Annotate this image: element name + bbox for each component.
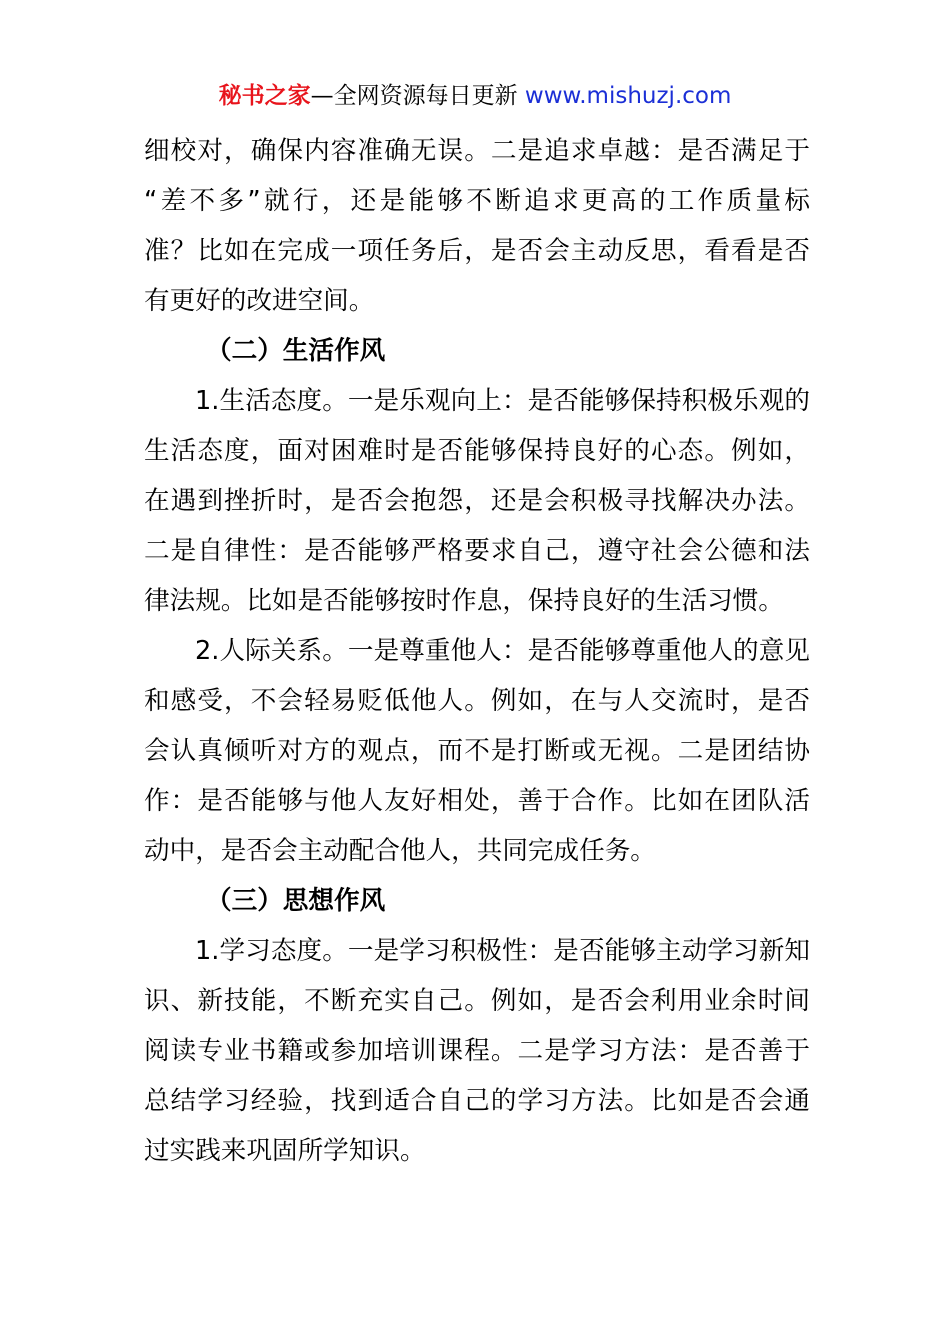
header-tagline: —全网资源每日更新 <box>310 83 525 109</box>
text-line: 生活态度，面对困难时是否能够保持良好的心态。例如， <box>144 436 810 466</box>
text-line: 二是自律性：是否能够严格要求自己，遵守社会公德和法 <box>144 536 810 566</box>
text-line: 律法规。比如是否能够按时作息，保持良好的生活习惯。 <box>144 586 784 616</box>
text-line: 过实践来巩固所学知识。 <box>144 1136 426 1166</box>
document-body <box>144 126 810 1176</box>
text-line: 总结学习经验，找到适合自己的学习方法。比如是否会通 <box>144 1086 810 1116</box>
text-line: 识、新技能，不断充实自己。例如，是否会利用业余时间 <box>144 986 810 1016</box>
text-line: 和感受，不会轻易贬低他人。例如，在与人交流时，是否 <box>144 686 810 716</box>
text-line: “差不多”就行，还是能够不断追求更高的工作质量标 <box>144 186 810 216</box>
header-url[interactable]: www.mishuzj.com <box>524 83 732 109</box>
text-line: 动中，是否会主动配合他人，共同完成任务。 <box>144 836 656 866</box>
text-line: 会认真倾听对方的观点，而不是打断或无视。二是团结协 <box>144 736 810 766</box>
text-line: 细校对，确保内容准确无误。二是追求卓越：是否满足于 <box>144 136 810 166</box>
text-line: 1.学习态度。一是学习积极性：是否能够主动学习新知 <box>195 936 810 966</box>
text-line: 1.生活态度。一是乐观向上：是否能够保持积极乐观的 <box>195 386 810 416</box>
text-line: 有更好的改进空间。 <box>144 286 375 316</box>
text-line: 准？比如在完成一项任务后，是否会主动反思，看看是否 <box>144 236 810 266</box>
section-heading: （三）思想作风 <box>206 886 386 916</box>
header-brand: 秘书之家 <box>218 83 311 109</box>
page-header <box>0 80 950 112</box>
text-line: 2.人际关系。一是尊重他人：是否能够尊重他人的意见 <box>195 636 810 666</box>
text-line: 阅读专业书籍或参加培训课程。二是学习方法：是否善于 <box>144 1036 810 1066</box>
text-line: 在遇到挫折时，是否会抱怨，还是会积极寻找解决办法。 <box>144 486 810 516</box>
section-heading: （二）生活作风 <box>206 336 386 366</box>
text-line: 作：是否能够与他人友好相处，善于合作。比如在团队活 <box>144 786 810 816</box>
